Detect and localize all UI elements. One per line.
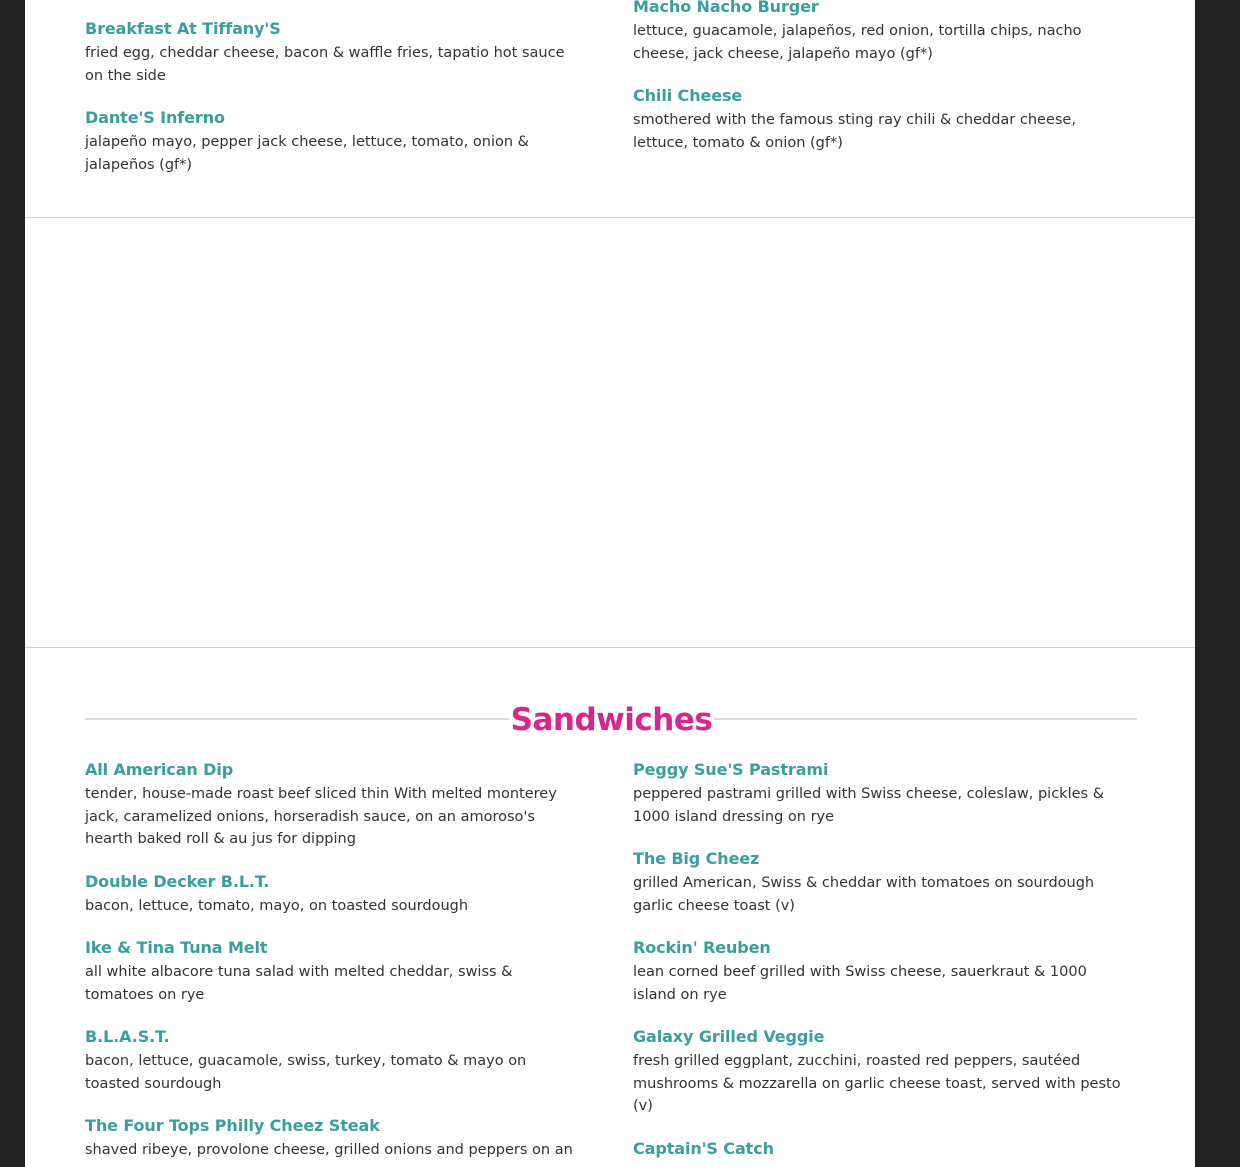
- menu-item-name: Breakfast At Tiffany'S: [85, 19, 281, 38]
- menu-item-name: Peggy Sue'S Pastrami: [633, 760, 829, 779]
- menu-item-description: lettuce, guacamole, jalapeños, red onion, tortilla chips, nacho cheese, jack cheese, jalapeño mayo (gf*): [633, 23, 1082, 62]
- menu-item-name: Ike & Tina Tuna Melt: [85, 938, 268, 957]
- menu-item-name: Macho Nacho Burger: [633, 0, 819, 16]
- menu-item-description: peppered pastrami grilled with Swiss cheese, coleslaw, pickles & 1000 island dressing on rye: [633, 786, 1104, 825]
- menu-item-name: Dante'S Inferno: [85, 108, 225, 127]
- menu-item: [633, 0, 1133, 65]
- menu-item: [85, 1028, 585, 1095]
- menu-item-description: lean corned beef grilled with Swiss cheese, sauerkraut & 1000 island on rye: [633, 964, 1087, 1003]
- menu-item-name: The Four Tops Philly Cheez Steak: [85, 1116, 380, 1135]
- heading-rule-left: [85, 718, 509, 720]
- menu-item: [633, 87, 1133, 154]
- menu-item-name: Chili Cheese: [633, 86, 743, 105]
- menu-item: [633, 1028, 1133, 1118]
- menu-item-description: shaved ribeye, provolone cheese, grilled onions and peppers on an: [85, 1142, 573, 1158]
- menu-item-description: fresh grilled eggplant, zucchini, roasted red peppers, sautéed mushrooms & mozzarella on garlic cheese toast, served with pesto (v): [633, 1053, 1121, 1114]
- menu-item: [633, 850, 1133, 917]
- menu-item-description: jalapeño mayo, pepper jack cheese, lettuce, tomato, onion & jalapeños (gf*): [85, 134, 529, 173]
- menu-item: [85, 1117, 585, 1162]
- menu-item-description: bacon, lettuce, tomato, mayo, on toasted sourdough: [85, 898, 469, 914]
- menu-item: [85, 939, 585, 1006]
- menu-item-description: bacon, lettuce, guacamole, swiss, turkey, tomato & mayo on toasted sourdough: [85, 1053, 527, 1092]
- menu-item-name: The Big Cheez: [633, 849, 760, 868]
- menu-item-name: B.L.A.S.T.: [85, 1027, 170, 1046]
- menu-item-description: fried egg, cheddar cheese, bacon & waffle fries, tapatio hot sauce on the side: [85, 45, 565, 84]
- menu-item: [633, 1140, 1133, 1162]
- section-title: Sandwiches: [510, 702, 713, 738]
- menu-item-description: tender, house-made roast beef sliced thin With melted monterey jack, caramelized onions, horseradish sauce, on an amoroso's hearth baked roll & au jus for dipping: [85, 786, 557, 847]
- menu-item-name: Captain'S Catch: [633, 1139, 774, 1158]
- menu-item-description: smothered with the famous sting ray chili & cheddar cheese, lettuce, tomato & onion (gf*): [633, 112, 1076, 151]
- menu-item-name: Rockin' Reuben: [633, 938, 771, 957]
- menu-item-description: all white albacore tuna salad with melted cheddar, swiss & tomatoes on rye: [85, 964, 513, 1003]
- section-heading: [85, 700, 1137, 740]
- menu-item: [85, 761, 585, 851]
- menu-item: [633, 939, 1133, 1006]
- menu-item: [85, 20, 585, 87]
- menu-item-name: All American Dip: [85, 760, 234, 779]
- menu-item: [85, 109, 585, 176]
- heading-rule-right: [714, 718, 1137, 720]
- menu-item-description: grilled American, Swiss & cheddar with tomatoes on sourdough garlic cheese toast (v): [633, 875, 1095, 914]
- menu-item: [633, 761, 1133, 828]
- blank-content-area: [25, 218, 1195, 647]
- menu-item: [85, 873, 585, 918]
- menu-item-name: Galaxy Grilled Veggie: [633, 1027, 825, 1046]
- menu-page: [25, 0, 1195, 1167]
- section-divider: [25, 647, 1195, 648]
- menu-item-name: Double Decker B.L.T.: [85, 872, 270, 891]
